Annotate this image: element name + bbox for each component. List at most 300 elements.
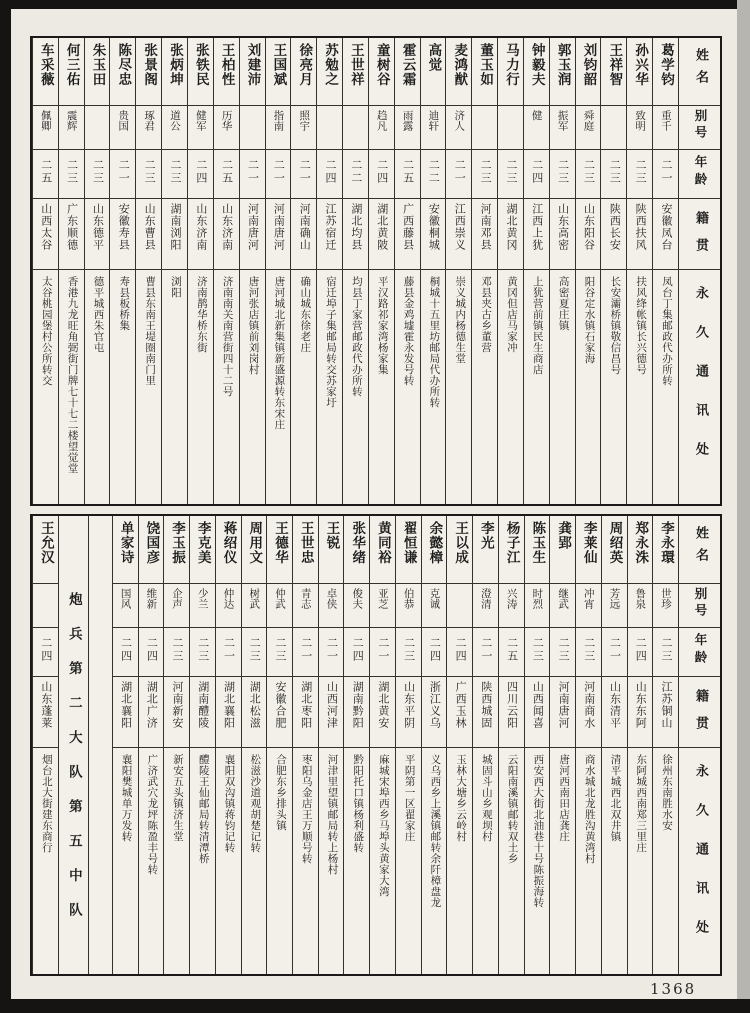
person-alias: 继武 <box>550 584 575 628</box>
person-age: 二四 <box>422 628 447 677</box>
person-column <box>266 516 292 974</box>
person-origin: 河南商水 <box>576 677 601 748</box>
person-name: 李玉振 <box>164 516 189 584</box>
field-label-address: 永久通讯处 <box>693 286 708 481</box>
person-origin: 湖北襄阳 <box>113 677 138 748</box>
person-address: 藤县金鸡墟霍永发号转 <box>402 276 415 386</box>
person-alias: 鲁泉 <box>628 584 653 628</box>
person-alias: 仲达 <box>216 584 241 628</box>
person-alias: 芳远 <box>602 584 627 628</box>
person-column <box>135 38 161 504</box>
person-alias <box>498 106 523 150</box>
person-name: 周绍英 <box>602 516 627 584</box>
person-alias: 青志 <box>293 584 318 628</box>
person-address: 义乌西乡上溪镇邮转余阡樟盘龙 <box>429 754 442 908</box>
person-age: 二五 <box>33 150 58 199</box>
person-address: 枣阳乌金店王万顺号转 <box>300 754 313 864</box>
person-column <box>575 38 601 504</box>
group-label: 炮兵第二大队第五中队 <box>65 592 82 937</box>
person-age: 二三 <box>136 150 161 199</box>
person-address: 合肥东乡排头镇 <box>274 754 287 831</box>
field-label-alias: 别号 <box>679 584 720 628</box>
person-origin: 山东高密 <box>550 199 575 270</box>
person-name: 王祥智 <box>601 38 626 106</box>
person-age: 二一 <box>370 628 395 677</box>
person-address: 醴陵王仙邮局转清潭桥 <box>197 754 210 864</box>
person-address: 唐河西南田店龚庄 <box>558 754 571 842</box>
person-column <box>472 516 498 974</box>
person-origin: 陕西城固 <box>473 677 498 748</box>
person-age: 二三 <box>576 150 601 199</box>
person-column <box>498 516 524 974</box>
person-name: 何三佑 <box>59 38 84 106</box>
person-alias: 亚芝 <box>370 584 395 628</box>
field-label-origin: 籍贯 <box>679 199 720 270</box>
page-number: 1368 <box>650 980 697 998</box>
person-address: 长安灞桥镇敬信昌号 <box>609 276 622 375</box>
person-address: 邓县夹古乡董营 <box>480 276 493 353</box>
person-age: 二三 <box>576 628 601 677</box>
person-address: 平汉路祁家湾杨家集 <box>376 276 389 375</box>
person-column <box>394 38 420 504</box>
person-alias: 企声 <box>164 584 189 628</box>
person-name: 张华绪 <box>344 516 369 584</box>
person-alias: 趋凡 <box>369 106 394 150</box>
person-origin: 湖北襄阳 <box>216 677 241 748</box>
person-alias: 致明 <box>627 106 652 150</box>
person-column <box>368 38 394 504</box>
person-address: 平阴第一区翟家庄 <box>403 754 416 842</box>
person-name: 张铁民 <box>188 38 213 106</box>
person-age: 二三 <box>498 150 523 199</box>
person-age: 二三 <box>59 150 84 199</box>
person-address: 烟台北大街建东商行 <box>40 754 53 853</box>
person-age: 二一 <box>266 150 291 199</box>
person-name: 陈玉生 <box>525 516 550 584</box>
person-column <box>241 516 267 974</box>
person-age: 二三 <box>550 150 575 199</box>
person-age: 二一 <box>216 628 241 677</box>
person-column <box>239 38 265 504</box>
directory-table-lower <box>30 514 722 976</box>
person-name: 高觉 <box>421 38 446 106</box>
field-label-alias: 别号 <box>679 106 720 150</box>
person-alias: 重千 <box>653 106 678 150</box>
person-origin: 山东济南 <box>188 199 213 270</box>
person-origin: 山东阳谷 <box>576 199 601 270</box>
person-age: 二一 <box>240 150 265 199</box>
scan-edge-right <box>737 0 750 1013</box>
person-origin: 江西上犹 <box>524 199 549 270</box>
person-alias: 照宇 <box>291 106 316 150</box>
person-column <box>652 38 678 504</box>
person-age: 二四 <box>139 628 164 677</box>
person-column <box>575 516 601 974</box>
person-alias: 佩卿 <box>33 106 58 150</box>
person-origin: 山东德平 <box>85 199 110 270</box>
person-column <box>187 38 213 504</box>
person-address: 清平城西北双井镇 <box>609 754 622 842</box>
person-origin: 江西崇义 <box>446 199 471 270</box>
person-address: 高密夏庄镇 <box>557 276 570 331</box>
person-age: 二三 <box>242 628 267 677</box>
person-name: 王允汉 <box>33 516 58 584</box>
person-origin: 山西河津 <box>319 677 344 748</box>
person-column <box>161 38 187 504</box>
person-name: 蒋绍仪 <box>216 516 241 584</box>
person-name: 马力行 <box>498 38 523 106</box>
person-column <box>471 38 497 504</box>
person-name: 李光 <box>473 516 498 584</box>
empty-column <box>88 516 112 974</box>
person-alias: 冲宵 <box>576 584 601 628</box>
person-age: 二三 <box>164 628 189 677</box>
person-alias <box>447 584 472 628</box>
person-origin: 安徽合肥 <box>267 677 292 748</box>
field-header-column <box>678 516 720 974</box>
scan-edge-top <box>0 0 750 9</box>
person-column <box>523 38 549 504</box>
person-origin: 湖北松滋 <box>242 677 267 748</box>
person-name: 张炳坤 <box>162 38 187 106</box>
person-address: 河津里望镇邮局转上杨村 <box>326 754 339 875</box>
person-age: 二四 <box>344 628 369 677</box>
person-origin: 安徽桐城 <box>421 199 446 270</box>
person-origin: 河南唐河 <box>266 199 291 270</box>
person-address: 襄阳樊城单万发转 <box>120 754 133 842</box>
person-alias <box>472 106 497 150</box>
person-origin: 广西玉林 <box>447 677 472 748</box>
person-origin: 湖北枣阳 <box>293 677 318 748</box>
scan-edge-left <box>0 0 11 1013</box>
person-origin: 安徽寿县 <box>110 199 135 270</box>
person-name: 钟毅夫 <box>524 38 549 106</box>
person-column <box>32 516 58 974</box>
person-age: 二一 <box>602 628 627 677</box>
field-label-age: 年龄 <box>679 150 720 199</box>
person-address: 桐城十五里坊邮局代办所转 <box>428 276 441 408</box>
person-age: 二三 <box>162 150 187 199</box>
person-alias: 健 <box>524 106 549 150</box>
person-address: 寿县板桥集 <box>118 276 131 331</box>
person-column <box>265 38 291 504</box>
person-age: 二四 <box>628 628 653 677</box>
person-column <box>112 516 138 974</box>
person-name: 郑永洙 <box>628 516 653 584</box>
person-name: 单家诗 <box>113 516 138 584</box>
person-name: 刘建沛 <box>240 38 265 106</box>
person-origin: 广东顺德 <box>59 199 84 270</box>
person-alias <box>317 106 342 150</box>
person-name: 王锐 <box>319 516 344 584</box>
person-origin: 湖北黄安 <box>370 677 395 748</box>
person-alias <box>240 106 265 150</box>
person-alias: 澄清 <box>473 584 498 628</box>
person-age: 二三 <box>472 150 497 199</box>
scan-edge-bottom <box>0 999 750 1013</box>
person-alias: 俊夫 <box>344 584 369 628</box>
person-age: 二一 <box>653 150 678 199</box>
person-name: 李莱仙 <box>576 516 601 584</box>
person-origin: 浙江义乌 <box>422 677 447 748</box>
person-column <box>290 38 316 504</box>
person-column <box>32 38 58 504</box>
person-address: 玉林大塘乡云岭村 <box>455 754 468 842</box>
person-name: 徐亮月 <box>291 38 316 106</box>
person-origin: 山东清平 <box>602 677 627 748</box>
field-label-address: 永久通讯处 <box>693 764 708 959</box>
person-address: 崇义城内杨德生堂 <box>454 276 467 364</box>
person-origin: 湖北黄陂 <box>369 199 394 270</box>
field-label-age: 年龄 <box>679 628 720 677</box>
person-column <box>549 516 575 974</box>
person-age: 二四 <box>447 628 472 677</box>
person-address: 凤台丁集邮政代办所转 <box>661 276 673 386</box>
person-name: 葛学钧 <box>653 38 678 106</box>
person-name: 黄同裕 <box>370 516 395 584</box>
person-address: 松滋沙道观胡楚记转 <box>249 754 262 853</box>
person-column <box>601 516 627 974</box>
person-name: 孙兴华 <box>627 38 652 106</box>
person-origin: 山东曹县 <box>136 199 161 270</box>
person-alias: 震辉 <box>59 106 84 150</box>
person-column <box>58 38 84 504</box>
person-origin: 湖南黔阳 <box>344 677 369 748</box>
person-age: 二四 <box>113 628 138 677</box>
person-name: 余懿樟 <box>422 516 447 584</box>
person-alias: 琢君 <box>136 106 161 150</box>
person-origin: 山东东阿 <box>628 677 653 748</box>
person-address: 曹县东南王堤圈南门里 <box>144 276 157 386</box>
person-name: 张景阁 <box>136 38 161 106</box>
person-age: 二三 <box>653 628 678 677</box>
person-age: 二一 <box>319 628 344 677</box>
person-alias: 国风 <box>113 584 138 628</box>
person-name: 王世祥 <box>343 38 368 106</box>
person-address: 浏阳 <box>169 276 182 298</box>
person-column <box>420 38 446 504</box>
person-address: 云阳南溪镇邮转双土乡 <box>506 754 519 864</box>
person-address: 扶风绛帐镇长兴德号 <box>635 276 648 375</box>
field-label-origin: 籍贯 <box>679 677 720 748</box>
person-column <box>369 516 395 974</box>
person-origin: 河南唐河 <box>240 199 265 270</box>
person-column <box>626 38 652 504</box>
person-name: 刘钧韶 <box>576 38 601 106</box>
person-age: 二三 <box>190 628 215 677</box>
person-origin: 广西藤县 <box>395 199 420 270</box>
person-column <box>316 38 342 504</box>
person-age: 二一 <box>110 150 135 199</box>
person-column <box>421 516 447 974</box>
person-age: 二一 <box>446 150 471 199</box>
person-origin: 湖北广济 <box>139 677 164 748</box>
person-address: 阳谷定水镇石家海 <box>583 276 596 364</box>
person-alias: 健军 <box>188 106 213 150</box>
person-address: 麻城宋埠西乡马埠头黄家大湾 <box>377 754 390 897</box>
person-name: 董玉如 <box>472 38 497 106</box>
person-age: 二一 <box>291 150 316 199</box>
person-age: 二五 <box>214 150 239 199</box>
person-address: 唐河张店镇前刘岗村 <box>247 276 260 375</box>
person-name: 麦鸿猷 <box>446 38 471 106</box>
person-alias: 道公 <box>162 106 187 150</box>
person-origin: 江苏铜山 <box>653 677 678 748</box>
person-column <box>318 516 344 974</box>
person-age: 二四 <box>317 150 342 199</box>
person-alias: 克诚 <box>422 584 447 628</box>
person-age: 二四 <box>369 150 394 199</box>
person-column <box>343 516 369 974</box>
person-column <box>446 516 472 974</box>
person-alias: 历华 <box>214 106 239 150</box>
group-label-column <box>58 516 88 974</box>
person-column <box>524 516 550 974</box>
person-alias: 济人 <box>446 106 471 150</box>
person-age: 二三 <box>550 628 575 677</box>
person-name: 王世忠 <box>293 516 318 584</box>
person-alias: 迪轩 <box>421 106 446 150</box>
person-alias: 指南 <box>266 106 291 150</box>
person-column <box>163 516 189 974</box>
person-address: 德平城西朱官屯 <box>92 276 105 353</box>
person-column <box>627 516 653 974</box>
person-age: 二四 <box>524 150 549 199</box>
person-origin: 湖北均县 <box>343 199 368 270</box>
person-address: 香港九龙旺角弼街门牌七十七二楼望觉堂 <box>66 276 79 474</box>
person-alias <box>343 106 368 150</box>
person-column <box>84 38 110 504</box>
person-address: 徐州东南胜水安 <box>661 754 673 831</box>
person-origin: 湖南醴陵 <box>190 677 215 748</box>
person-age: 二四 <box>188 150 213 199</box>
person-name: 陈尽忠 <box>110 38 135 106</box>
person-column <box>138 516 164 974</box>
person-name: 王德华 <box>267 516 292 584</box>
person-origin: 河南唐河 <box>550 677 575 748</box>
person-origin: 安徽凤台 <box>653 199 678 270</box>
person-age: 二一 <box>473 628 498 677</box>
person-age: 二三 <box>627 150 652 199</box>
person-address: 新安五头镇济生堂 <box>172 754 185 842</box>
field-label-name: 姓名 <box>679 516 720 584</box>
person-alias <box>601 106 626 150</box>
person-address: 西安西大街北油巷十号陈振海转 <box>532 754 545 908</box>
person-column <box>292 516 318 974</box>
person-age: 二一 <box>293 628 318 677</box>
person-origin: 四川云阳 <box>499 677 524 748</box>
person-alias: 振军 <box>550 106 575 150</box>
person-origin: 陕西扶风 <box>627 199 652 270</box>
person-age: 二二 <box>421 150 446 199</box>
person-origin: 山东蓬莱 <box>33 677 58 748</box>
person-age: 二三 <box>396 628 421 677</box>
person-name: 饶国彦 <box>139 516 164 584</box>
person-column <box>189 516 215 974</box>
person-origin: 河南新安 <box>164 677 189 748</box>
person-origin: 湖南浏阳 <box>162 199 187 270</box>
person-column <box>342 38 368 504</box>
person-origin: 河南邓县 <box>472 199 497 270</box>
person-address: 广济武穴龙坪陈盈丰号转 <box>146 754 159 875</box>
person-address: 黄冈但店马家冲 <box>505 276 518 353</box>
person-address: 上犹营前镇民生商店 <box>531 276 544 375</box>
person-age: 二五 <box>395 150 420 199</box>
person-alias: 少兰 <box>190 584 215 628</box>
person-alias: 时烈 <box>525 584 550 628</box>
person-name: 霍云霜 <box>395 38 420 106</box>
person-column <box>213 38 239 504</box>
person-column <box>215 516 241 974</box>
person-origin: 湖北黄冈 <box>498 199 523 270</box>
person-alias: 维新 <box>139 584 164 628</box>
person-name: 龚郢 <box>550 516 575 584</box>
person-age: 二三 <box>525 628 550 677</box>
person-column <box>109 38 135 504</box>
person-column <box>445 38 471 504</box>
person-address: 襄阳双沟镇蒋钧记转 <box>223 754 236 853</box>
person-origin: 河南确山 <box>291 199 316 270</box>
person-name: 杨子江 <box>499 516 524 584</box>
person-name: 王国斌 <box>266 38 291 106</box>
person-alias: 兴涛 <box>499 584 524 628</box>
directory-table-upper <box>30 36 722 506</box>
person-age: 二五 <box>499 628 524 677</box>
person-alias: 雨露 <box>395 106 420 150</box>
person-alias: 世珍 <box>653 584 678 628</box>
person-address: 均县丁家营邮政代办所转 <box>350 276 363 397</box>
person-name: 郭玉润 <box>550 38 575 106</box>
person-name: 翟恒谦 <box>396 516 421 584</box>
person-name: 李永環 <box>653 516 678 584</box>
person-name: 王以成 <box>447 516 472 584</box>
person-column <box>497 38 523 504</box>
person-age: 二三 <box>601 150 626 199</box>
person-alias: 树武 <box>242 584 267 628</box>
person-alias <box>33 584 58 628</box>
person-name: 车采薇 <box>33 38 58 106</box>
person-address: 东阿城西南郑三里庄 <box>635 754 648 853</box>
person-address: 太谷桃园堡村公所转交 <box>40 276 53 386</box>
person-alias: 舜庭 <box>576 106 601 150</box>
person-name: 李克美 <box>190 516 215 584</box>
person-origin: 山东平阴 <box>396 677 421 748</box>
person-address: 宿迁埠子集邮局转交苏家圩 <box>325 276 338 408</box>
person-alias: 伯恭 <box>396 584 421 628</box>
person-address: 济南南关南营街四十二号 <box>221 276 234 397</box>
person-alias: 贵国 <box>110 106 135 150</box>
person-alias <box>85 106 110 150</box>
person-column <box>652 516 678 974</box>
person-age: 二二 <box>343 150 368 199</box>
person-name: 苏勉之 <box>317 38 342 106</box>
person-origin: 江苏宿迁 <box>317 199 342 270</box>
person-column <box>600 38 626 504</box>
person-age: 二三 <box>267 628 292 677</box>
person-address: 唐河城北新集镇新盛源转东宋庄 <box>273 276 286 430</box>
person-origin: 山东济南 <box>214 199 239 270</box>
person-address: 商水城北龙胜沟黄湾村 <box>583 754 596 864</box>
person-column <box>549 38 575 504</box>
person-address: 黔阳托口镇杨利盛转 <box>352 754 365 853</box>
person-address: 济南鹊华桥东街 <box>195 276 208 353</box>
field-label-name: 姓名 <box>679 38 720 106</box>
person-alias: 仲武 <box>267 584 292 628</box>
person-age: 二四 <box>33 628 58 677</box>
person-name: 朱玉田 <box>85 38 110 106</box>
person-name: 童树谷 <box>369 38 394 106</box>
person-address: 确山城东徐老庄 <box>299 276 312 353</box>
